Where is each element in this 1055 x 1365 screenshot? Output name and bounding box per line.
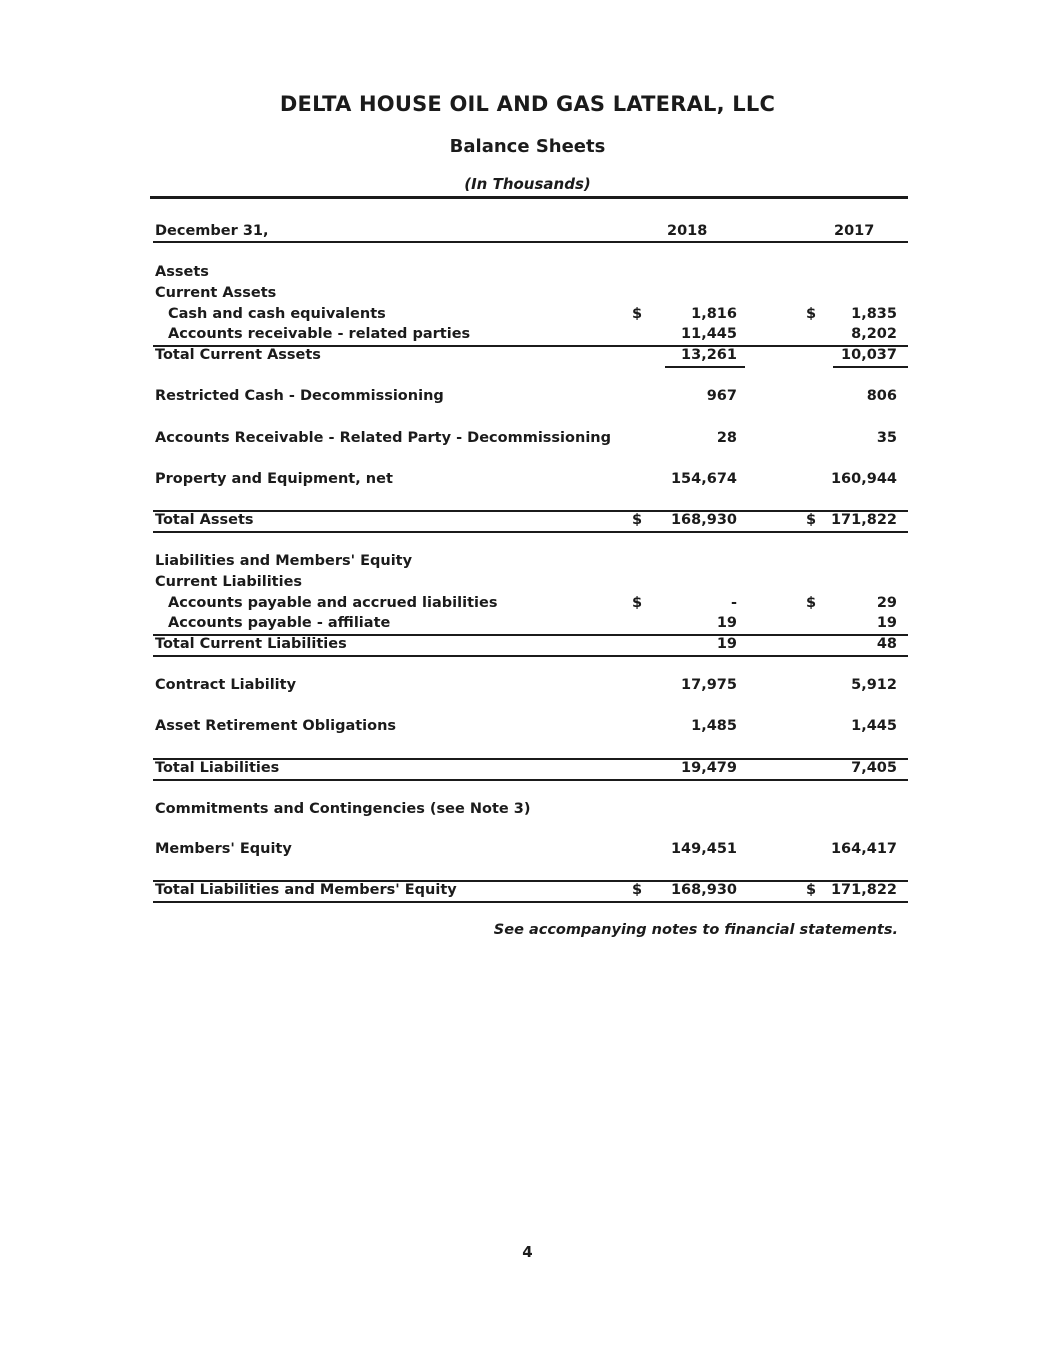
rule — [153, 531, 908, 533]
section-heading — [0, 553, 1055, 573]
row-label: Asset Retirement Obligations — [155, 718, 397, 734]
value-2017: 1,835 — [851, 306, 897, 322]
row-label: Total Assets — [155, 512, 254, 528]
section-heading — [0, 264, 1055, 284]
row-label: Property and Equipment, net — [155, 471, 393, 487]
assets-heading: Assets — [155, 264, 209, 280]
dollar-sign: $ — [632, 306, 643, 322]
value-2018: 13,261 — [681, 347, 737, 363]
top-rule — [150, 196, 908, 199]
value-2017: 10,037 — [841, 347, 897, 363]
rule — [153, 779, 908, 781]
value-2018: 11,445 — [681, 326, 737, 342]
value-2017: 171,822 — [830, 882, 897, 898]
column-header-row — [0, 223, 1055, 243]
value-2018: 1,485 — [691, 718, 737, 734]
row-label: Accounts payable and accrued liabilities — [168, 595, 498, 611]
value-2017: 164,417 — [830, 841, 897, 857]
table-row — [0, 841, 1055, 861]
section-heading — [0, 285, 1055, 305]
rule — [153, 655, 908, 657]
rule — [665, 366, 745, 368]
company-name: DELTA HOUSE OIL AND GAS LATERAL, LLC — [279, 92, 776, 116]
dollar-sign: $ — [632, 595, 643, 611]
table-row — [0, 388, 1055, 408]
statement-title: Balance Sheets — [449, 136, 606, 157]
current-assets-heading: Current Assets — [155, 285, 277, 301]
row-label: Total Liabilities and Members' Equity — [155, 882, 457, 898]
dollar-sign: $ — [632, 512, 643, 528]
dollar-sign: $ — [632, 882, 643, 898]
total-row — [0, 347, 1055, 367]
value-2018: 28 — [716, 430, 737, 446]
value-2017: 160,944 — [830, 471, 897, 487]
table-row — [0, 801, 1055, 821]
current-liabilities-heading: Current Liabilities — [155, 574, 303, 590]
value-2018: 17,975 — [681, 677, 737, 693]
table-row — [0, 471, 1055, 491]
value-2017: 5,912 — [851, 677, 897, 693]
table-row — [0, 306, 1055, 326]
table-row — [0, 615, 1055, 635]
liabilities-equity-heading: Liabilities and Members' Equity — [155, 553, 413, 569]
table-row — [0, 718, 1055, 738]
table-row — [0, 326, 1055, 346]
dollar-sign: $ — [806, 595, 817, 611]
table-row — [0, 677, 1055, 697]
value-2017: 8,202 — [851, 326, 897, 342]
total-row — [0, 636, 1055, 656]
row-label: Cash and cash equivalents — [168, 306, 386, 322]
row-label: Total Liabilities — [155, 760, 280, 776]
dollar-sign: $ — [806, 512, 817, 528]
value-2018: - — [730, 595, 737, 611]
section-heading — [0, 574, 1055, 594]
value-2018: 168,930 — [670, 882, 737, 898]
row-label: Contract Liability — [155, 677, 297, 693]
total-row — [0, 882, 1055, 902]
footnote: See accompanying notes to financial statements. — [493, 922, 898, 938]
page-number: 4 — [522, 1243, 533, 1261]
value-2018: 19 — [716, 615, 737, 631]
units-note: (In Thousands) — [464, 175, 591, 193]
row-label: Accounts Receivable - Related Party - Decommissioning — [155, 430, 611, 446]
row-label: Total Current Liabilities — [155, 636, 347, 652]
value-2017: 19 — [876, 615, 897, 631]
value-2018: 19 — [716, 636, 737, 652]
row-label: Accounts receivable - related parties — [168, 326, 471, 342]
row-label: Members' Equity — [155, 841, 292, 857]
total-row — [0, 760, 1055, 780]
table-row — [0, 595, 1055, 615]
value-2017: 29 — [876, 595, 897, 611]
value-2017: 35 — [876, 430, 897, 446]
rule — [833, 366, 908, 368]
header-underline — [153, 241, 908, 243]
value-2017: 171,822 — [830, 512, 897, 528]
dollar-sign: $ — [806, 306, 817, 322]
row-label: Commitments and Contingencies (see Note 3) — [155, 801, 531, 817]
value-2017: 1,445 — [851, 718, 897, 734]
dollar-sign: $ — [806, 882, 817, 898]
value-2017: 7,405 — [851, 760, 897, 776]
value-2017: 806 — [866, 388, 897, 404]
value-2018: 967 — [706, 388, 737, 404]
value-2017: 48 — [876, 636, 897, 652]
row-label: Restricted Cash - Decommissioning — [155, 388, 444, 404]
year-2018-header: 2018 — [667, 223, 708, 239]
row-label: Total Current Assets — [155, 347, 321, 363]
year-2017-header: 2017 — [834, 223, 875, 239]
rule — [153, 901, 908, 903]
row-label: Accounts payable - affiliate — [168, 615, 391, 631]
value-2018: 149,451 — [670, 841, 737, 857]
value-2018: 168,930 — [670, 512, 737, 528]
table-row — [0, 430, 1055, 450]
value-2018: 154,674 — [670, 471, 737, 487]
value-2018: 1,816 — [691, 306, 737, 322]
date-label: December 31, — [155, 223, 269, 239]
total-row — [0, 512, 1055, 532]
value-2018: 19,479 — [681, 760, 737, 776]
